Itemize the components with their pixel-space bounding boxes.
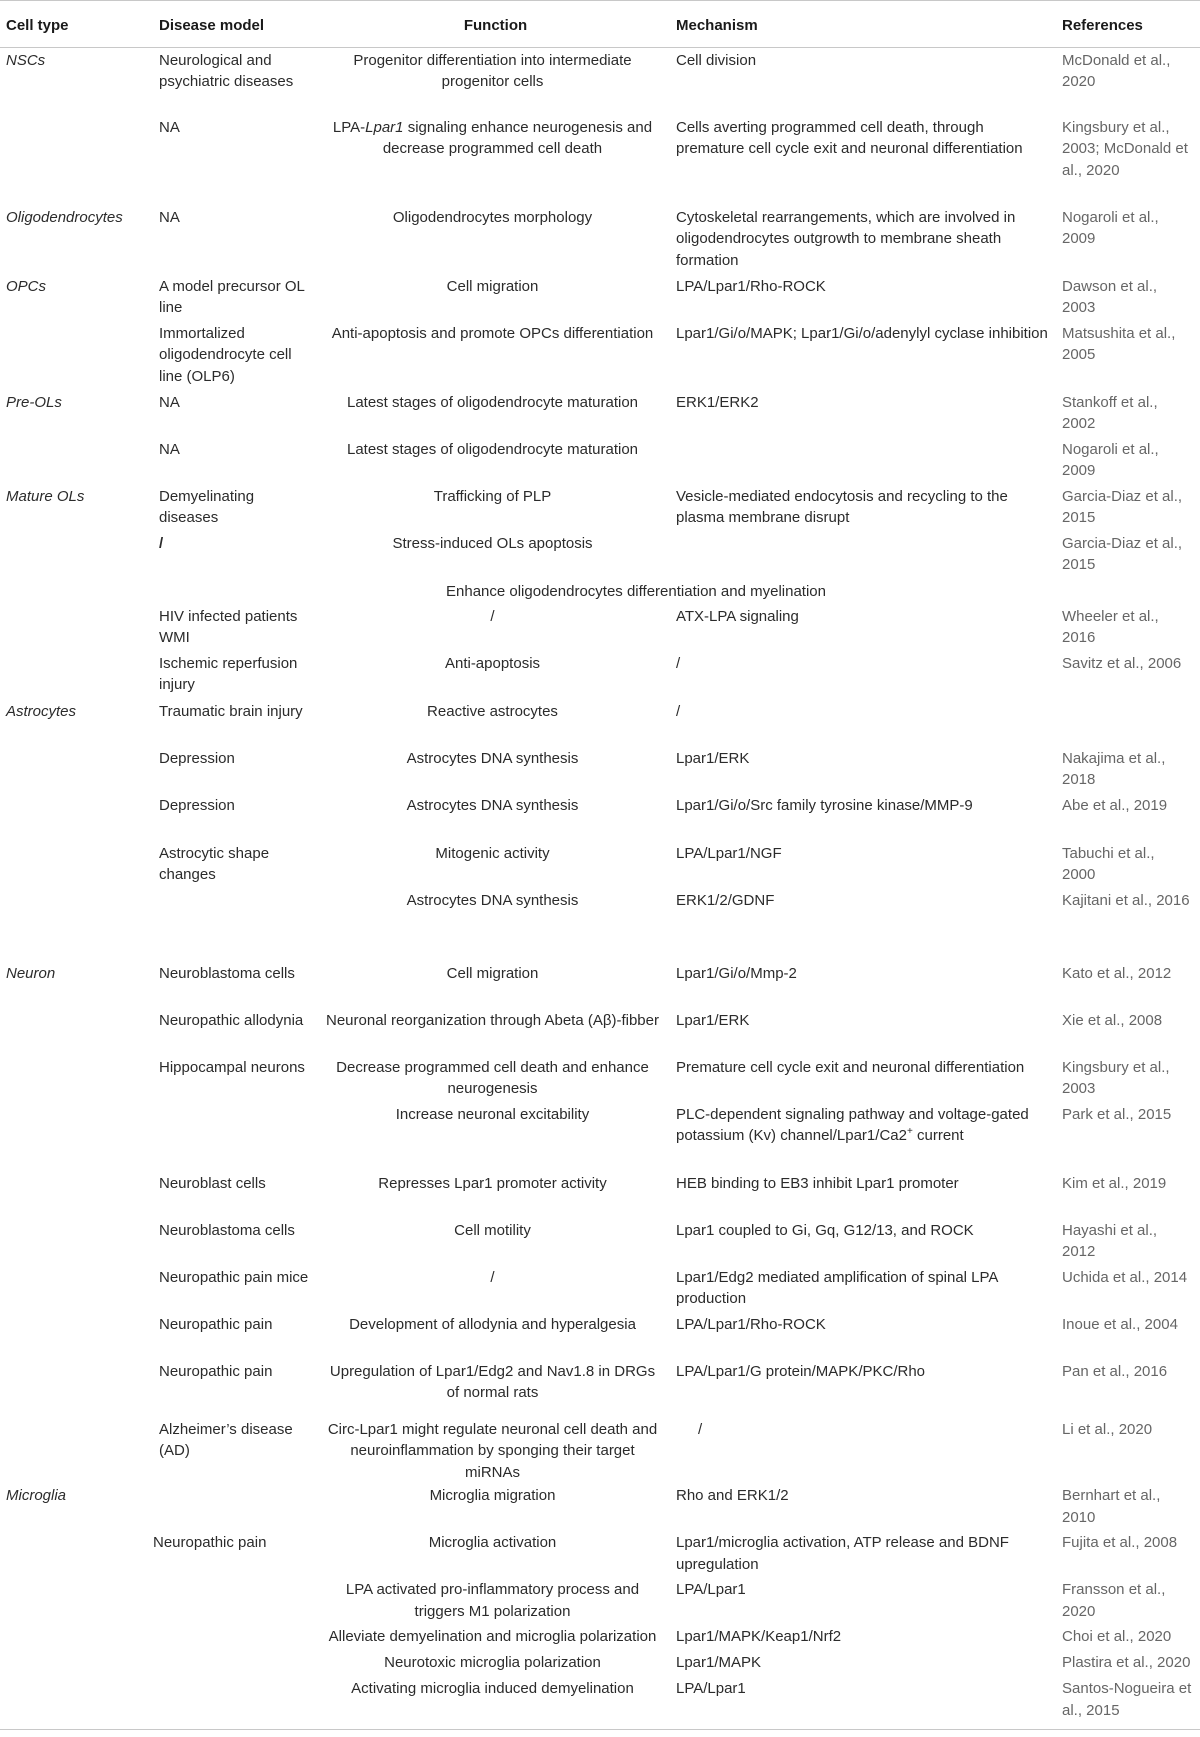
reference-cell: Kingsbury et al., 2003 [1062, 1059, 1170, 1098]
disease-model: Neuroblastoma cells [159, 965, 295, 982]
reference-cell: Xie et al., 2008 [1062, 1012, 1163, 1029]
mechanism-cell [670, 1102, 1056, 1171]
disease-model: Immortalized oligodendrocyte cell line (OLP6) [159, 325, 292, 385]
mechanism-cell: Rho and ERK1/2 [676, 1487, 789, 1505]
header-function: Function [319, 5, 670, 47]
cell-type [0, 531, 153, 579]
reference-cell: Plastira et al., 2020 [1062, 1654, 1191, 1672]
disease-model: Neuroblast cells [159, 1175, 266, 1192]
disease-model [153, 1676, 319, 1729]
disease-model: Depression [159, 797, 235, 814]
disease-model [153, 1483, 319, 1530]
disease-model: Neuropathic pain [153, 1534, 267, 1552]
table-row [0, 961, 1200, 1008]
top-rule [0, 0, 1200, 1]
reference-cell: Dawson et al., 2003 [1062, 278, 1158, 317]
disease-model: Traumatic brain injury [159, 703, 303, 720]
mechanism-cell: Cell division [676, 51, 757, 69]
cell-type [0, 1102, 153, 1171]
cell-type [0, 1650, 153, 1676]
mechanism-cell: Lpar1/microglia activation, ATP release and BDNF upregulation [676, 1534, 1009, 1573]
table-row [0, 1359, 1200, 1417]
reference-cell [1056, 699, 1200, 746]
function-cell: Activating microglia induced demyelination [319, 1676, 670, 1729]
function-cell: Trafficking of PLP [433, 488, 552, 505]
table-row [0, 1055, 1200, 1102]
cell-type [0, 1577, 153, 1624]
function-text-part: signaling enhance neurogenesis and decrease programmed cell death [382, 119, 653, 158]
cell-type [0, 437, 153, 484]
mechanism-cell: Lpar1/Gi/o/MAPK; Lpar1/Gi/o/adenylyl cyclase inhibition [676, 325, 1048, 342]
function-cell: Upregulation of Lpar1/Edg2 and Nav1.8 in DRGs of normal rats [329, 1363, 656, 1402]
reference-cell: Savitz et al., 2006 [1062, 655, 1182, 672]
function-cell: Oligodendrocytes morphology [392, 209, 593, 226]
mechanism-cell: Lpar1/MAPK/Keap1/Nrf2 [676, 1628, 842, 1646]
disease-model: Astrocytic shape changes [159, 845, 270, 884]
mechanism-cell: ERK1/2/GDNF [676, 892, 775, 909]
function-cell: Circ-Lpar1 might regulate neuronal cell death and neuroinflammation by sponging their target miRNAs [327, 1421, 658, 1481]
function-cell: LPA activated pro-inflammatory process and triggers M1 polarization [345, 1581, 640, 1620]
reference-cell: Nakajima et al., 2018 [1062, 750, 1166, 789]
reference-cell: Nogaroli et al., 2009 [1062, 441, 1159, 480]
table-row [0, 841, 1200, 888]
function-cell: Microglia activation [428, 1534, 557, 1552]
disease-model: Depression [159, 750, 235, 767]
function-cell: Progenitor differentiation into intermediate progenitor cells [353, 51, 632, 90]
function-text-part: Lpar1 [365, 119, 404, 136]
function-cell: Microglia migration [429, 1487, 556, 1505]
table-row [0, 115, 1200, 205]
reference-cell: Abe et al., 2019 [1062, 797, 1168, 814]
disease-model [153, 1624, 319, 1650]
disease-model: Neuropathic allodynia [159, 1012, 304, 1029]
reference-cell: Nogaroli et al., 2009 [1062, 209, 1159, 248]
table-row [0, 1676, 1200, 1729]
cell-type: Neuron [6, 965, 56, 982]
header-mechanism: Mechanism [670, 5, 1056, 47]
disease-model: Neuropathic pain mice [159, 1269, 309, 1286]
cell-type [0, 1218, 153, 1265]
mechanism-cell: Lpar1/ERK [676, 1012, 750, 1029]
function-cell: Development of allodynia and hyperalgesia [349, 1316, 636, 1333]
cell-type [0, 746, 153, 793]
disease-model: NA [159, 441, 180, 458]
disease-model [153, 1102, 319, 1171]
cell-type: Astrocytes [6, 703, 77, 720]
table-row [0, 1265, 1200, 1312]
cell-type: OPCs [6, 278, 47, 295]
function-cell: Reactive astrocytes [427, 703, 558, 720]
cell-type [0, 1265, 153, 1312]
table-row [0, 1218, 1200, 1265]
function-cell: / [490, 1269, 495, 1286]
function-cell: Latest stages of oligodendrocyte maturation [346, 394, 638, 411]
table-row [0, 531, 1200, 579]
disease-model: Neurological and psychiatric diseases [159, 51, 294, 90]
disease-model: Neuropathic pain [159, 1363, 273, 1380]
cell-type [0, 115, 153, 205]
table-row [0, 1483, 1200, 1530]
disease-model: NA [159, 209, 180, 226]
mechanism-cell: Lpar1 coupled to Gi, Gq, G12/13, and ROCK [676, 1222, 974, 1239]
mechanism-cell: Vesicle-mediated endocytosis and recycling to the plasma membrane disrupt [676, 488, 1008, 527]
mechanism-cell [670, 437, 1056, 484]
reference-cell: Pan et al., 2016 [1062, 1363, 1168, 1380]
disease-model: Neuroblastoma cells [159, 1222, 295, 1239]
reference-cell: Inoue et al., 2004 [1062, 1316, 1178, 1333]
mechanism-cell: Lpar1/ERK [676, 750, 750, 767]
reference-cell: Santos-Nogueira et al., 2015 [1056, 1676, 1200, 1729]
mechanism-cell: Cells averting programmed cell death, through premature cell cycle exit and neuronal differentiation [676, 119, 1023, 158]
table-row [0, 1624, 1200, 1650]
reference-cell: Uchida et al., 2014 [1062, 1269, 1188, 1286]
reference-cell: Garcia-Diaz et al., 2015 [1062, 488, 1183, 527]
mechanism-cell: / [676, 655, 681, 672]
cell-type [0, 1624, 153, 1650]
mechanism-cell: LPA/Lpar1 [670, 1676, 1056, 1729]
mechanism-cell: ERK1/ERK2 [676, 394, 759, 411]
header-disease-model: Disease model [153, 5, 319, 47]
table-row [0, 484, 1200, 531]
function-cell: Neuronal reorganization through Abeta (Aβ)-fibber [326, 1012, 659, 1029]
function-cell: Decrease programmed cell death and enhance neurogenesis [336, 1059, 649, 1098]
disease-model [153, 1577, 319, 1624]
reference-cell: Kim et al., 2019 [1062, 1175, 1167, 1192]
table-row [0, 651, 1200, 699]
function-cell: Astrocytes DNA synthesis [406, 797, 579, 814]
cell-type [0, 1676, 153, 1729]
disease-model [153, 1650, 319, 1676]
table-row [0, 699, 1200, 746]
function-cell: Enhance oligodendrocytes differentiation and myelination [446, 583, 826, 600]
mechanism-cell: / [676, 703, 681, 720]
function-cell: Anti-apoptosis [444, 655, 541, 672]
mechanism-cell: Cytoskeletal rearrangements, which are involved in oligodendrocytes outgrowth to membrane sheath formation [676, 209, 1016, 269]
data-table [0, 5, 1200, 1730]
reference-cell: Hayashi et al., 2012 [1062, 1222, 1158, 1261]
mechanism-cell: Lpar1/MAPK [676, 1654, 762, 1672]
reference-cell: Li et al., 2020 [1062, 1421, 1153, 1438]
function-cell: Stress-induced OLs apoptosis [392, 535, 593, 552]
reference-cell [1056, 579, 1200, 604]
header-row [0, 5, 1200, 47]
function-cell [319, 115, 670, 205]
cell-type [0, 321, 153, 390]
cell-type [0, 1417, 153, 1483]
reference-cell: Fransson et al., 2020 [1062, 1581, 1166, 1620]
cell-type [0, 1312, 153, 1359]
cell-type: Pre-OLs [6, 394, 62, 411]
mechanism-cell: Premature cell cycle exit and neuronal differentiation [676, 1059, 1025, 1076]
mechanism-text-part: + [906, 1126, 913, 1138]
cell-type [0, 579, 153, 604]
table-row [0, 746, 1200, 793]
mechanism-text-part: current [912, 1127, 964, 1145]
mechanism-cell: Lpar1/Gi/o/Mmp-2 [676, 965, 797, 982]
reference-cell: Garcia-Diaz et al., 2015 [1062, 535, 1183, 574]
function-cell: Cell motility [454, 1222, 531, 1239]
header-references: References [1056, 5, 1200, 47]
mechanism-cell [670, 531, 1056, 579]
table-row [0, 1417, 1200, 1483]
function-cell: Astrocytes DNA synthesis [406, 750, 579, 767]
function-cell: Astrocytes DNA synthesis [406, 892, 579, 909]
cell-type [0, 1171, 153, 1218]
header-cell-type: Cell type [0, 5, 153, 47]
mechanism-cell: ATX-LPA signaling [676, 608, 799, 625]
cell-type [0, 888, 153, 961]
cell-type [0, 1530, 153, 1577]
reference-cell: Matsushita et al., 2005 [1062, 325, 1176, 364]
cell-type: Oligodendrocytes [6, 209, 123, 226]
function-cell: Anti-apoptosis and promote OPCs differentiation [331, 325, 654, 342]
table-body [0, 47, 1200, 1730]
function-cell: Mitogenic activity [435, 845, 550, 862]
table-row [0, 47, 1200, 115]
disease-model [153, 579, 319, 604]
reference-cell: Kato et al., 2012 [1062, 965, 1172, 982]
table-row [0, 1577, 1200, 1624]
mechanism-cell: LPA/Lpar1 [676, 1581, 746, 1599]
disease-model: Neuropathic pain [159, 1316, 273, 1333]
disease-model: A model precursor OL line [159, 278, 305, 317]
disease-model [153, 888, 319, 961]
reference-cell: Choi et al., 2020 [1062, 1628, 1172, 1646]
cell-type [0, 793, 153, 841]
function-cell: Increase neuronal excitability [395, 1106, 590, 1123]
disease-model: / [159, 535, 164, 552]
table-row [0, 437, 1200, 484]
cell-type [0, 1055, 153, 1102]
cell-type [0, 1359, 153, 1417]
cell-type [0, 604, 153, 651]
table-row [0, 1102, 1200, 1171]
reference-cell: Bernhart et al., 2010 [1062, 1487, 1161, 1526]
function-cell: Cell migration [446, 965, 539, 982]
mechanism-cell: Lpar1/Edg2 mediated amplification of spinal LPA production [676, 1269, 998, 1308]
reference-cell: Wheeler et al., 2016 [1062, 608, 1159, 647]
cell-type [0, 1008, 153, 1055]
mechanism-cell: LPA/Lpar1/G protein/MAPK/PKC/Rho [676, 1363, 926, 1380]
table-row [0, 888, 1200, 961]
table-row [0, 321, 1200, 390]
table-row [0, 1008, 1200, 1055]
mechanism-cell: HEB binding to EB3 inhibit Lpar1 promoter [676, 1175, 959, 1192]
reference-cell: Stankoff et al., 2002 [1062, 394, 1158, 433]
reference-cell: Fujita et al., 2008 [1062, 1534, 1178, 1552]
reference-cell: Kajitani et al., 2016 [1062, 892, 1190, 909]
reference-cell: Tabuchi et al., 2000 [1062, 845, 1155, 884]
table-row [0, 205, 1200, 274]
function-cell: Latest stages of oligodendrocyte maturation [346, 441, 638, 458]
cell-type: NSCs [6, 51, 46, 69]
function-cell: Neurotoxic microglia polarization [384, 1654, 601, 1672]
function-cell: Cell migration [446, 278, 539, 295]
disease-model: NA [159, 394, 180, 411]
disease-model: Alzheimer’s disease (AD) [159, 1421, 293, 1460]
reference-cell: McDonald et al., 2020 [1062, 51, 1171, 90]
mechanism-cell: LPA/Lpar1/NGF [676, 845, 782, 862]
disease-model: Hippocampal neurons [159, 1059, 305, 1076]
table-row [0, 604, 1200, 651]
table-row [0, 1530, 1200, 1577]
disease-model: Ischemic reperfusion injury [159, 655, 298, 694]
function-cell: Represses Lpar1 promoter activity [378, 1175, 607, 1192]
function-text-part: LPA- [332, 119, 366, 136]
reference-cell: Park et al., 2015 [1062, 1106, 1172, 1123]
table-row [0, 579, 1200, 604]
mechanism-cell: LPA/Lpar1/Rho-ROCK [676, 1316, 826, 1333]
table-row [0, 1312, 1200, 1359]
disease-model: NA [159, 119, 180, 136]
table-row [0, 793, 1200, 841]
table-row [0, 274, 1200, 321]
mechanism-text-part: PLC-dependent signaling pathway and voltage-gated potassium (Kv) channel/Lpar1/Ca2 [676, 1106, 1029, 1145]
disease-model: Demyelinating diseases [159, 488, 255, 527]
table-row [0, 1171, 1200, 1218]
mechanism-cell: / [698, 1421, 703, 1438]
reference-cell: Kingsbury et al., 2003; McDonald et al., 2020 [1062, 119, 1188, 179]
mechanism-cell: Lpar1/Gi/o/Src family tyrosine kinase/MMP-9 [676, 797, 973, 814]
function-cell: / [490, 608, 495, 625]
disease-model: HIV infected patients WMI [159, 608, 298, 647]
cell-type: Microglia [6, 1487, 67, 1505]
cell-type [0, 651, 153, 699]
table-row [0, 1650, 1200, 1676]
cell-type [0, 841, 153, 888]
function-cell: Alleviate demyelination and microglia polarization [328, 1628, 657, 1646]
mechanism-cell: LPA/Lpar1/Rho-ROCK [676, 278, 826, 295]
cell-type: Mature OLs [6, 488, 85, 505]
table-row [0, 390, 1200, 437]
